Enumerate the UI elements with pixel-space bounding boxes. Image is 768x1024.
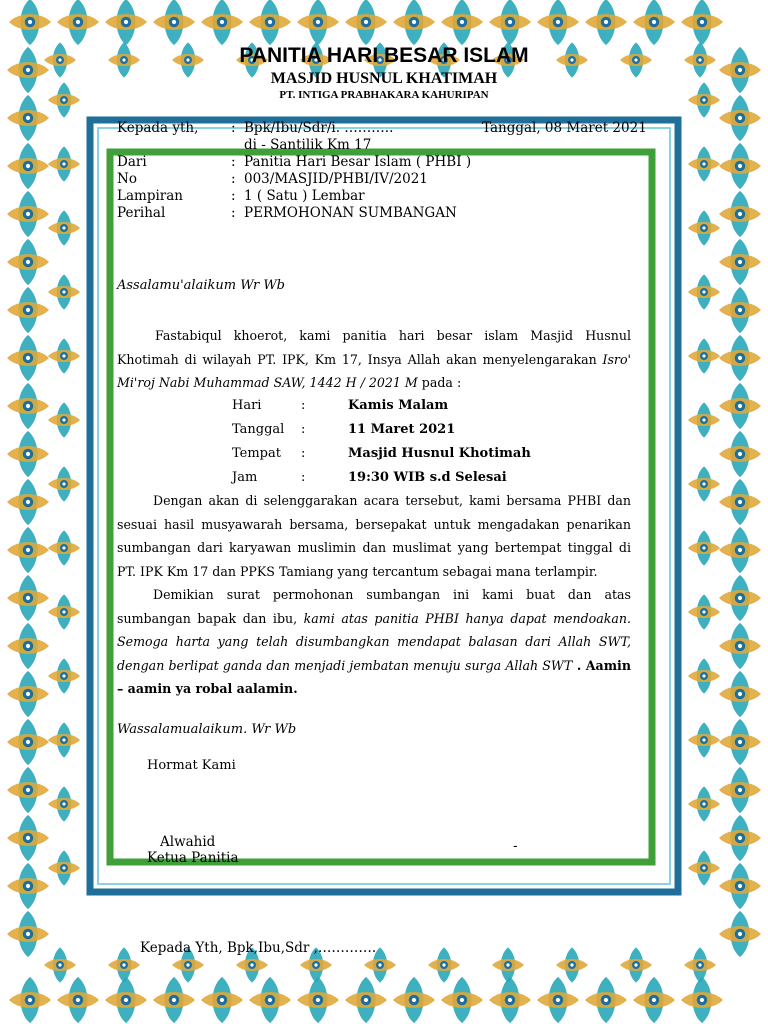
ornament-motif [48, 338, 80, 373]
ornament-motif [688, 466, 720, 501]
ornament-motif [7, 143, 49, 189]
ornament-motif [428, 947, 460, 982]
ornament-motif [688, 338, 720, 373]
ornament-motif [7, 191, 49, 237]
ornament-motif [48, 594, 80, 629]
ornament-motif [688, 274, 720, 309]
ornament-motif [48, 658, 80, 693]
ornament-motif [57, 977, 99, 1023]
event-time-label: Jam [232, 470, 258, 485]
ornament-motif [249, 0, 291, 45]
ornament-motif [719, 623, 761, 669]
ornament-motif [719, 95, 761, 141]
no-label: No [117, 171, 137, 187]
event-time-value: 19:30 WIB s.d Selesai [348, 470, 507, 485]
company-title: PT. INTIGA PRABHAKARA KAHURIPAN [279, 89, 489, 101]
ornament-motif [681, 0, 723, 45]
ornament-motif [688, 786, 720, 821]
ornament-motif [48, 274, 80, 309]
ornament-motif [7, 431, 49, 477]
paragraph-closing-text: Demikian surat permohonan sumbangan ini kami buat dan atas sumbangan bapak dan ibu, [117, 587, 631, 626]
to-value: Bpk/Ibu/Sdr/i. ……….. [244, 120, 394, 136]
letter-date: Tanggal, 08 Maret 2021 [482, 120, 647, 136]
ornament-motif [9, 977, 51, 1023]
colon: : [231, 171, 236, 187]
event-date-label: Tanggal [232, 422, 285, 437]
ornament-motif [48, 722, 80, 757]
ornament-motif [688, 658, 720, 693]
ornament-motif [44, 947, 76, 982]
ornament-motif [48, 402, 80, 437]
ornament-motif [688, 210, 720, 245]
ornament-motif [633, 977, 675, 1023]
event-place-label: Tempat [232, 446, 281, 461]
attachment-value: 1 ( Satu ) Lembar [244, 188, 365, 204]
ornament-motif [719, 671, 761, 717]
paragraph-intro [117, 324, 631, 395]
ornament-motif [48, 850, 80, 885]
event-name: Isro' Mi'roj Nabi Muhammad SAW, 1442 H / 2021 M [117, 351, 631, 390]
ornament-motif [489, 977, 531, 1023]
attachment-label: Lampiran [117, 188, 183, 204]
dash-mark: - [513, 838, 518, 854]
ornament-motif [7, 95, 49, 141]
ornament-motif [201, 977, 243, 1023]
ornament-motif [719, 911, 761, 957]
ornament-motif [393, 0, 435, 45]
ornament-motif [7, 815, 49, 861]
no-value: 003/MASJID/PHBI/IV/2021 [244, 171, 428, 187]
ornament-motif [633, 0, 675, 45]
colon: : [231, 205, 236, 221]
ornament-motif [393, 977, 435, 1023]
event-date-value: 11 Maret 2021 [348, 422, 456, 437]
ornament-motif [7, 527, 49, 573]
ornament-motif [556, 947, 588, 982]
paragraph-intro-end: pada : [417, 375, 462, 390]
ornament-motif [7, 863, 49, 909]
ornament-motif [719, 383, 761, 429]
signer-name: Alwahid [160, 834, 216, 850]
ornament-motif [719, 527, 761, 573]
ornament-motif [719, 191, 761, 237]
paragraph-intro-text: Fastabiqul khoerot, kami panitia hari besar islam Masjid Husnul Khotimah di wilayah PT. IPK, Km 17, Insya Allah akan menyelengarakan [117, 328, 631, 367]
ornament-motif [57, 0, 99, 45]
footer-recipient: Kepada Yth, Bpk,Ibu,Sdr ,…………. [140, 940, 377, 956]
ornament-motif [7, 767, 49, 813]
ornament-motif [620, 947, 652, 982]
ornament-motif [719, 863, 761, 909]
ornament-motif [297, 0, 339, 45]
ornament-motif [105, 977, 147, 1023]
paragraph-collection: Dengan akan di selenggarakan acara tersebut, kami bersama PHBI dan sesuai hasil musyawarah bersama, bersepakat untuk mengadakan penarikan sumbangan dari karyawan muslimin dan muslimat yang bertempat tinggal di PT. IPK Km 17 dan PPKS Tamiang yang tercantum sebagai mana terlampir. [117, 493, 631, 579]
colon: : [301, 446, 306, 461]
ornament-motif [297, 977, 339, 1023]
ornament-motif [688, 594, 720, 629]
mosque-title: MASJID HUSNUL KHATIMAH [270, 70, 498, 87]
prayer-text: kami atas panitia PHBI hanya dapat mendoakan. Semoga harta yang telah disumbangkan mendapat balasan dari Allah SWT, dengan berlipat ganda dan menjadi jembatan menuju surga Allah SWT [117, 610, 631, 673]
greeting: Assalamu'alaikum Wr Wb [117, 278, 285, 293]
ornament-motif [688, 402, 720, 437]
ornament-motif [537, 977, 579, 1023]
colon: : [231, 188, 236, 204]
ornament-motif [345, 0, 387, 45]
ornament-motif [492, 947, 524, 982]
colon: : [301, 470, 306, 485]
ornament-motif [249, 977, 291, 1023]
ornament-motif [719, 239, 761, 285]
to-location: di - Santilik Km 17 [244, 137, 372, 153]
ornament-motif [688, 722, 720, 757]
ornament-motif [684, 947, 716, 982]
ornament-motif [441, 977, 483, 1023]
ornament-motif [201, 0, 243, 45]
ornament-motif [7, 575, 49, 621]
colon: : [231, 120, 236, 136]
ornament-motif [688, 146, 720, 181]
event-day-label: Hari [232, 398, 262, 413]
ornament-motif [7, 335, 49, 381]
ornament-motif [48, 786, 80, 821]
ornament-motif [719, 575, 761, 621]
ornament-motif [688, 530, 720, 565]
ornament-motif [719, 335, 761, 381]
ornament-motif [719, 815, 761, 861]
to-label: Kepada yth, [117, 120, 199, 136]
ornament-motif [719, 719, 761, 765]
closing-greeting: Wassalamualaikum. Wr Wb [117, 722, 297, 737]
ornament-motif [441, 0, 483, 45]
ornament-motif [105, 0, 147, 45]
ornament-motif [7, 239, 49, 285]
ornament-motif [48, 466, 80, 501]
ornament-motif [537, 0, 579, 45]
amin-text: . Aamin – aamin ya robal aalamin. [117, 657, 631, 696]
ornament-motif [108, 947, 140, 982]
colon: : [301, 398, 306, 413]
ornament-motif [7, 671, 49, 717]
ornament-motif [7, 911, 49, 957]
from-label: Dari [117, 154, 147, 170]
ornament-motif [719, 479, 761, 525]
ornament-motif [489, 0, 531, 45]
from-value: Panitia Hari Besar Islam ( PHBI ) [244, 154, 472, 170]
regards: Hormat Kami [147, 758, 236, 773]
ornament-motif [7, 623, 49, 669]
event-day-value: Kamis Malam [348, 398, 449, 413]
ornament-motif [345, 977, 387, 1023]
ornament-motif [9, 0, 51, 45]
colon: : [301, 422, 306, 437]
ornament-motif [585, 977, 627, 1023]
ornament-motif [688, 850, 720, 885]
ornament-motif [48, 530, 80, 565]
colon: : [231, 154, 236, 170]
ornament-motif [7, 287, 49, 333]
event-place-value: Masjid Husnul Khotimah [348, 446, 531, 461]
ornament-motif [719, 287, 761, 333]
ornament-motif [719, 767, 761, 813]
ornament-motif [48, 210, 80, 245]
subject-label: Perihal [117, 205, 166, 221]
ornament-motif [7, 383, 49, 429]
ornament-motif [153, 977, 195, 1023]
subject-value: PERMOHONAN SUMBANGAN [244, 205, 457, 221]
ornament-motif [48, 146, 80, 181]
ornament-motif [585, 0, 627, 45]
ornament-motif [153, 0, 195, 45]
ornament-motif [681, 977, 723, 1023]
paragraph-closing [117, 583, 631, 701]
ornament-motif [7, 719, 49, 765]
ornament-motif [7, 479, 49, 525]
ornament-motif [719, 431, 761, 477]
org-title: PANITIA HARI BESAR ISLAM [239, 44, 529, 67]
ornament-motif [719, 143, 761, 189]
signer-title: Ketua Panitia [147, 850, 239, 866]
